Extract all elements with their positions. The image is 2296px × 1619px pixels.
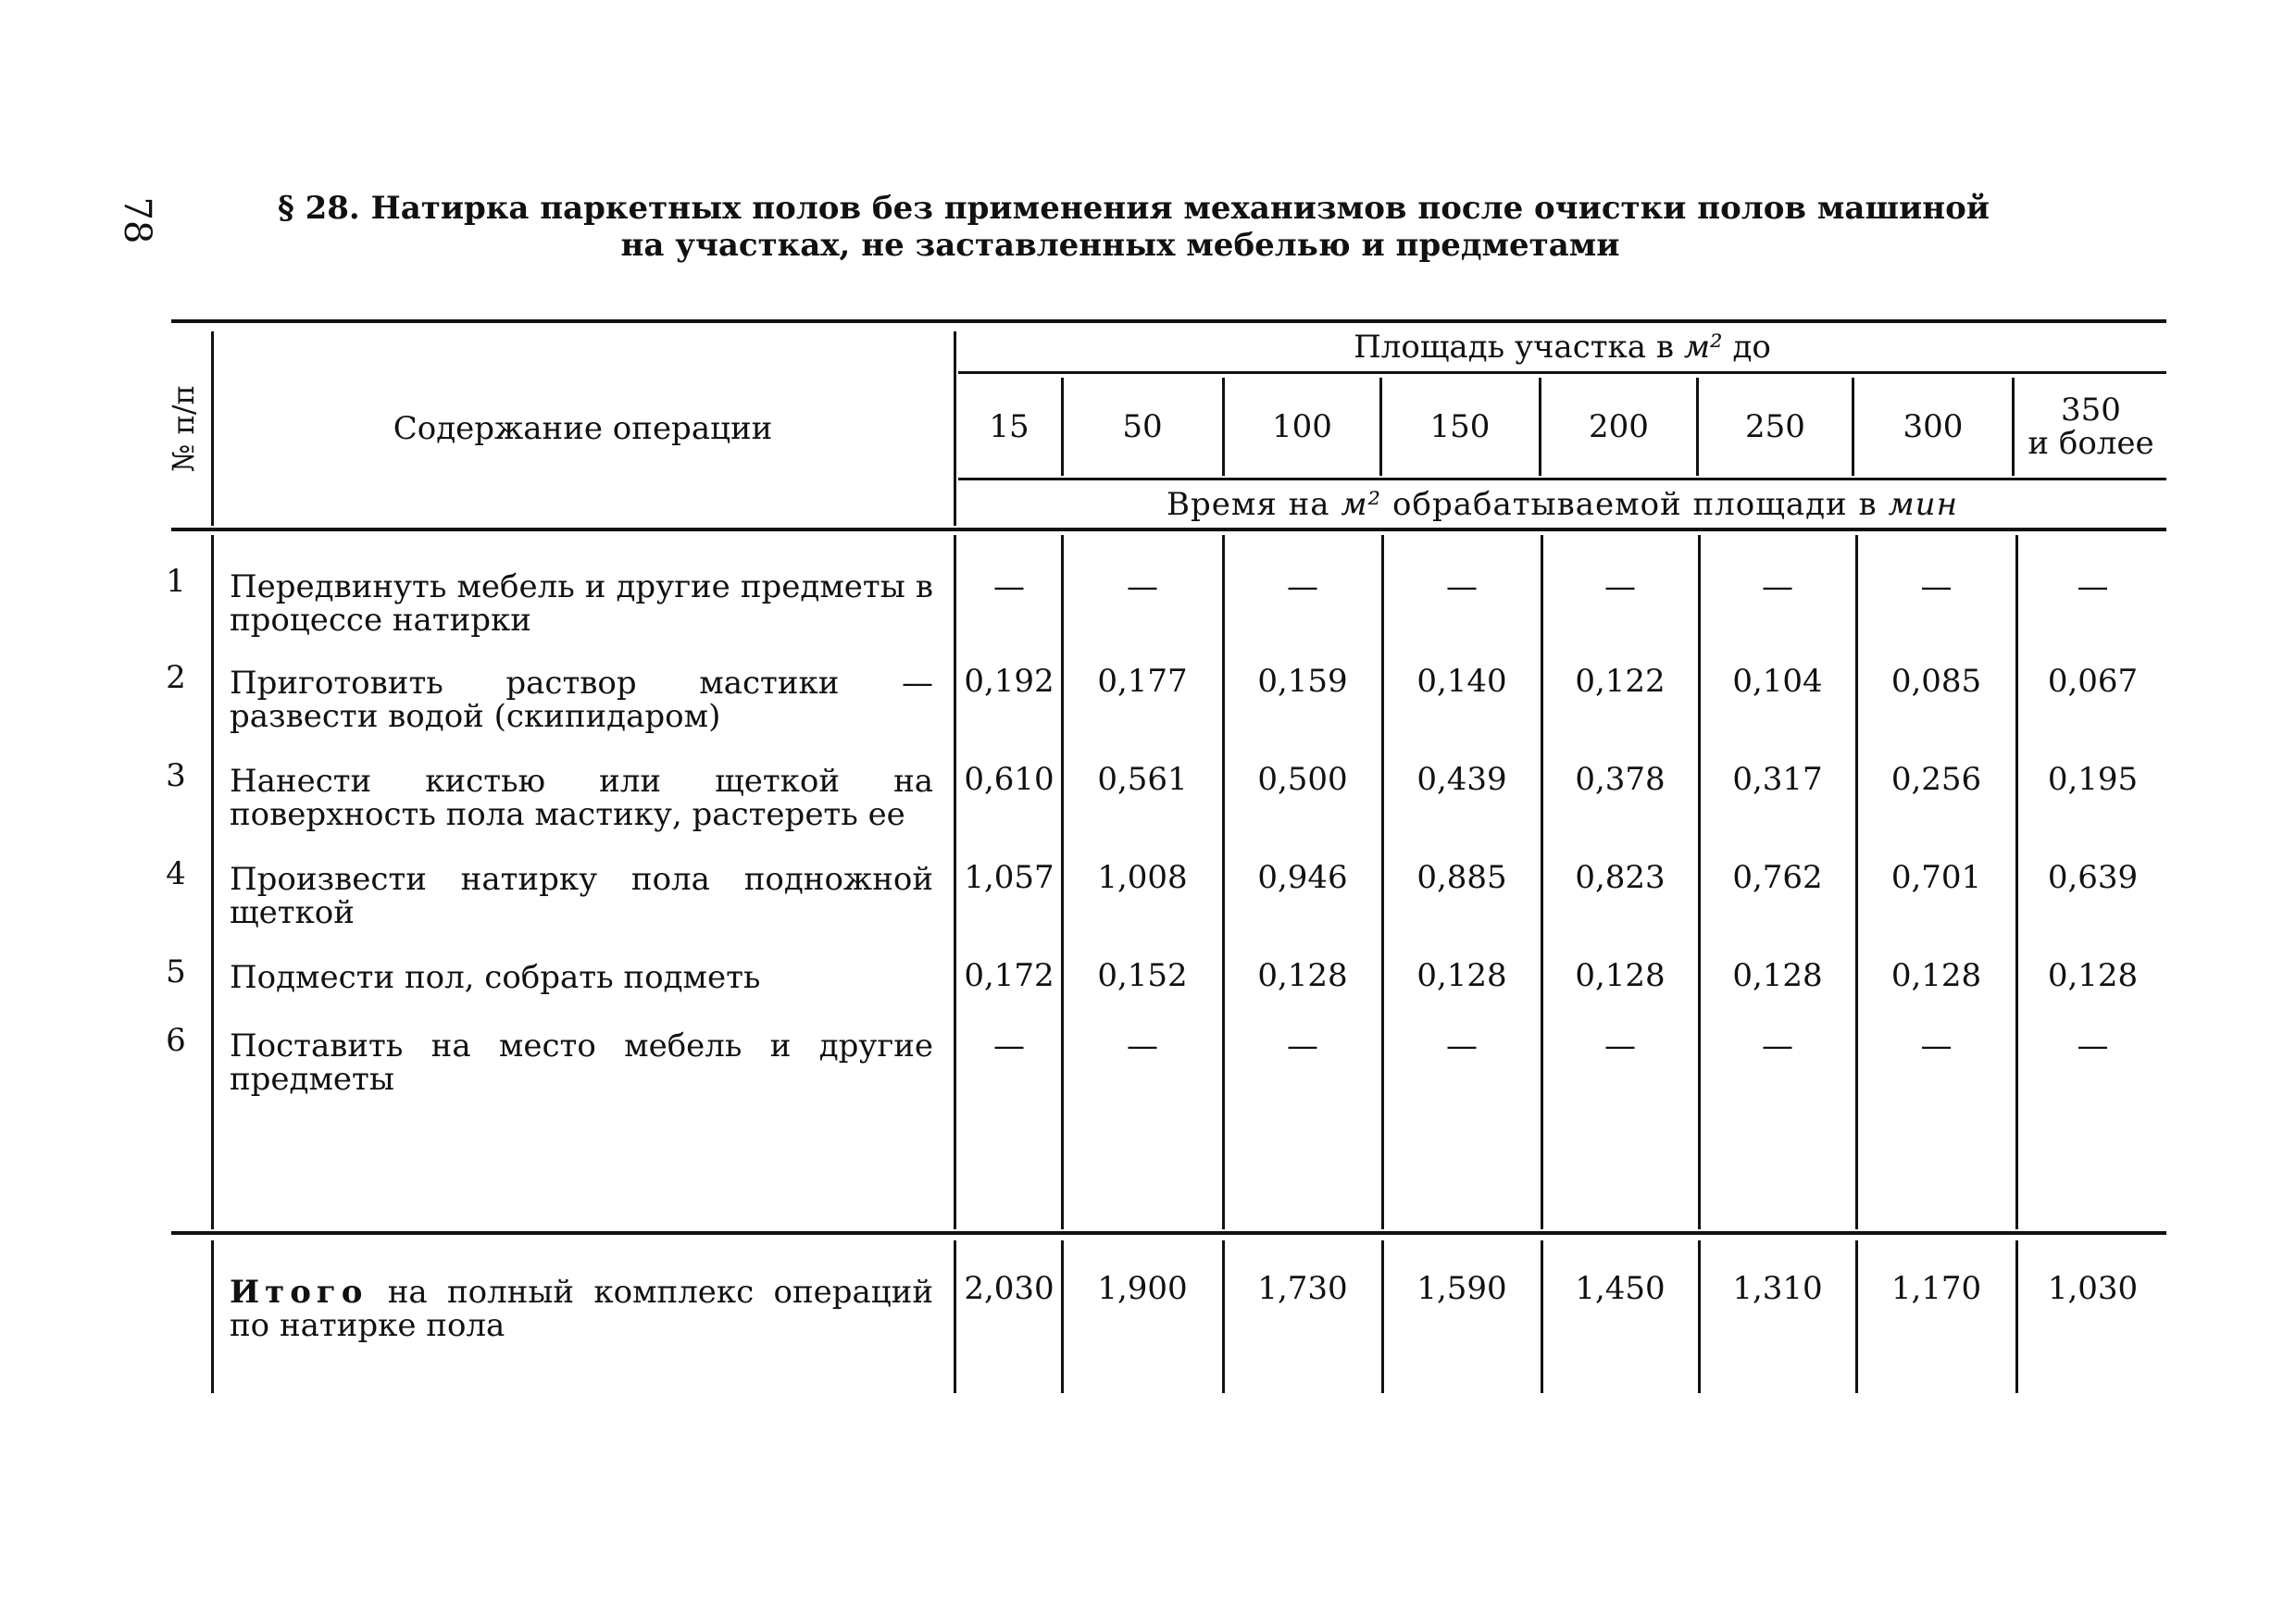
total-value: 1,310 bbox=[1732, 1270, 1823, 1307]
total-label-rest: на полный комплекс операций по натирке пола bbox=[230, 1274, 933, 1344]
row-5-operation: Подмести пол, собрать подметь bbox=[230, 959, 761, 996]
row-3-value: 0,610 bbox=[964, 761, 1054, 798]
row-6-value: — bbox=[1127, 1027, 1158, 1065]
row-5-value: 0,172 bbox=[964, 957, 1054, 994]
row-3-value: 0,256 bbox=[1890, 761, 1982, 798]
area-col-350-line2: и более bbox=[2028, 425, 2154, 462]
total-value: 1,900 bbox=[1097, 1270, 1188, 1307]
total-value: 2,030 bbox=[964, 1270, 1054, 1307]
total-label-bold: Итого bbox=[230, 1274, 368, 1311]
row-6-operation: Поставить на место мебель и другие предметы bbox=[230, 1027, 933, 1098]
area-header-unit: м² bbox=[1683, 329, 1723, 366]
col-divider-4 bbox=[1539, 378, 1541, 476]
row-4-num: 4 bbox=[166, 855, 186, 892]
total-value: 1,730 bbox=[1257, 1270, 1348, 1307]
body-divider-4 bbox=[1541, 535, 1543, 1229]
row-4-value: 0,701 bbox=[1890, 859, 1982, 896]
row-2-value: 0,177 bbox=[1097, 663, 1188, 700]
row-2-value: 0,104 bbox=[1732, 663, 1823, 700]
col-num-header-text: № п/п bbox=[165, 385, 201, 472]
col-divider-1 bbox=[1061, 378, 1064, 476]
row-3-value: 0,378 bbox=[1575, 761, 1666, 798]
area-col-50: 50 bbox=[1122, 408, 1163, 445]
row-3-num: 3 bbox=[166, 757, 186, 794]
time-header-min: мин bbox=[1888, 486, 1958, 523]
area-col-200: 200 bbox=[1589, 408, 1649, 445]
col-op-header: Содержание операции bbox=[393, 410, 773, 447]
row-2-value: 0,122 bbox=[1575, 663, 1666, 700]
table-top-rule bbox=[171, 319, 2166, 323]
total-value: 1,170 bbox=[1890, 1270, 1982, 1307]
title-line-2: на участках, не заставленных мебелью и предметами bbox=[620, 227, 1620, 264]
total-divider-8 bbox=[2015, 1240, 2018, 1393]
total-divider-2 bbox=[1061, 1240, 1064, 1393]
total-divider-3 bbox=[1222, 1240, 1225, 1393]
row-2-value: 0,192 bbox=[964, 663, 1054, 700]
page-number: 78 bbox=[116, 196, 158, 244]
area-header bbox=[958, 326, 2166, 368]
row-2-value: 0,067 bbox=[2047, 663, 2139, 700]
row-1-num: 1 bbox=[166, 563, 186, 600]
row-5-num: 5 bbox=[166, 953, 186, 990]
row-2-value: 0,159 bbox=[1257, 663, 1348, 700]
time-header bbox=[958, 483, 2166, 526]
area-header-suffix: до bbox=[1732, 329, 1771, 366]
row-4-value: 0,885 bbox=[1416, 859, 1507, 896]
area-col-350 bbox=[2015, 378, 2166, 476]
row-5-value: 0,152 bbox=[1097, 957, 1188, 994]
area-col-15: 15 bbox=[989, 408, 1029, 445]
row-3-value: 0,500 bbox=[1257, 761, 1348, 798]
col-divider-num bbox=[211, 331, 214, 526]
row-5-value: 0,128 bbox=[1416, 957, 1507, 994]
row-4-operation: Произвести натирку пола подножной щеткой bbox=[230, 861, 933, 931]
area-col-250: 250 bbox=[1745, 408, 1805, 445]
time-header-middle: обрабатываемой площади в bbox=[1392, 486, 1878, 523]
row-1-value: — bbox=[1287, 568, 1318, 605]
row-6-value: — bbox=[1762, 1027, 1793, 1065]
total-divider-6 bbox=[1698, 1240, 1701, 1393]
body-divider-5 bbox=[1698, 535, 1701, 1229]
row-1-value: — bbox=[1920, 568, 1953, 605]
row-1-value: — bbox=[1604, 568, 1636, 605]
row-4-value: 1,057 bbox=[964, 859, 1054, 896]
row-4-value: 0,639 bbox=[2047, 859, 2139, 896]
row-1-operation: Передвинуть мебель и другие предметы в процессе натирки bbox=[230, 568, 933, 639]
body-divider-op bbox=[954, 535, 956, 1229]
col-divider-2 bbox=[1222, 378, 1225, 476]
title-line-1: § 28. Натирка паркетных полов без применения механизмов после очистки полов машиной bbox=[278, 190, 1990, 227]
row-4-value: 1,008 bbox=[1097, 859, 1188, 896]
body-divider-6 bbox=[1855, 535, 1858, 1229]
row-6-value: — bbox=[1287, 1027, 1318, 1065]
body-divider-1 bbox=[1061, 535, 1064, 1229]
row-1-value: — bbox=[1446, 568, 1478, 605]
row-6-value: — bbox=[1920, 1027, 1953, 1065]
total-value: 1,590 bbox=[1416, 1270, 1507, 1307]
row-3-value: 0,195 bbox=[2047, 761, 2139, 798]
area-col-150: 150 bbox=[1429, 408, 1491, 445]
row-6-num: 6 bbox=[166, 1022, 186, 1059]
total-divider-op bbox=[211, 1240, 214, 1393]
total-label bbox=[230, 1276, 933, 1342]
col-divider-7 bbox=[2012, 378, 2015, 476]
row-1-value: — bbox=[993, 568, 1025, 605]
section-title bbox=[278, 190, 1990, 264]
row-1-value: — bbox=[2077, 568, 2109, 605]
area-col-300: 300 bbox=[1903, 408, 1964, 445]
row-5-value: 0,128 bbox=[1732, 957, 1823, 994]
row-4-value: 0,823 bbox=[1575, 859, 1666, 896]
row-3-value: 0,317 bbox=[1732, 761, 1823, 798]
col-divider-6 bbox=[1852, 378, 1854, 476]
row-3-operation: Нанести кистью или щеткой на поверхность пола мастику, растереть ее bbox=[230, 763, 933, 833]
row-5-value: 0,128 bbox=[1575, 957, 1666, 994]
row-5-value: 0,128 bbox=[1890, 957, 1982, 994]
body-divider-3 bbox=[1381, 535, 1384, 1229]
col-num-header bbox=[157, 333, 208, 524]
row-2-value: 0,085 bbox=[1890, 663, 1982, 700]
col-divider-5 bbox=[1696, 378, 1699, 476]
col-divider-op bbox=[954, 331, 956, 526]
body-divider-2 bbox=[1222, 535, 1225, 1229]
row-5-value: 0,128 bbox=[1257, 957, 1348, 994]
body-divider-num bbox=[211, 535, 214, 1229]
time-header-prefix: Время на bbox=[1167, 486, 1330, 523]
body-divider-7 bbox=[2015, 535, 2018, 1229]
row-3-value: 0,439 bbox=[1416, 761, 1507, 798]
total-divider-7 bbox=[1855, 1240, 1858, 1393]
row-2-num: 2 bbox=[166, 659, 186, 696]
row-6-value: — bbox=[1604, 1027, 1636, 1065]
row-6-value: — bbox=[1446, 1027, 1478, 1065]
row-2-value: 0,140 bbox=[1416, 663, 1507, 700]
row-5-value: 0,128 bbox=[2047, 957, 2139, 994]
total-divider-1 bbox=[954, 1240, 956, 1393]
row-4-value: 0,762 bbox=[1732, 859, 1823, 896]
total-divider-5 bbox=[1541, 1240, 1543, 1393]
time-header-unit: м² bbox=[1341, 486, 1382, 523]
total-divider-4 bbox=[1381, 1240, 1384, 1393]
total-top-rule bbox=[171, 1231, 2166, 1235]
total-value: 1,030 bbox=[2047, 1270, 2139, 1307]
row-3-value: 0,561 bbox=[1097, 761, 1188, 798]
row-1-value: — bbox=[1762, 568, 1793, 605]
area-header-prefix: Площадь участка в bbox=[1354, 329, 1675, 366]
total-value: 1,450 bbox=[1575, 1270, 1666, 1307]
area-header-rule bbox=[958, 371, 2166, 374]
col-divider-3 bbox=[1379, 378, 1382, 476]
row-6-value: — bbox=[2077, 1027, 2109, 1065]
header-bottom-rule bbox=[171, 528, 2166, 531]
row-2-operation: Приготовить раствор мастики — развести водой (скипидаром) bbox=[230, 665, 933, 735]
row-6-value: — bbox=[993, 1027, 1025, 1065]
area-col-100: 100 bbox=[1272, 408, 1332, 445]
row-4-value: 0,946 bbox=[1257, 859, 1348, 896]
row-1-value: — bbox=[1127, 568, 1158, 605]
area-col-350-line1: 350 bbox=[2061, 392, 2121, 429]
time-header-rule bbox=[958, 478, 2166, 480]
